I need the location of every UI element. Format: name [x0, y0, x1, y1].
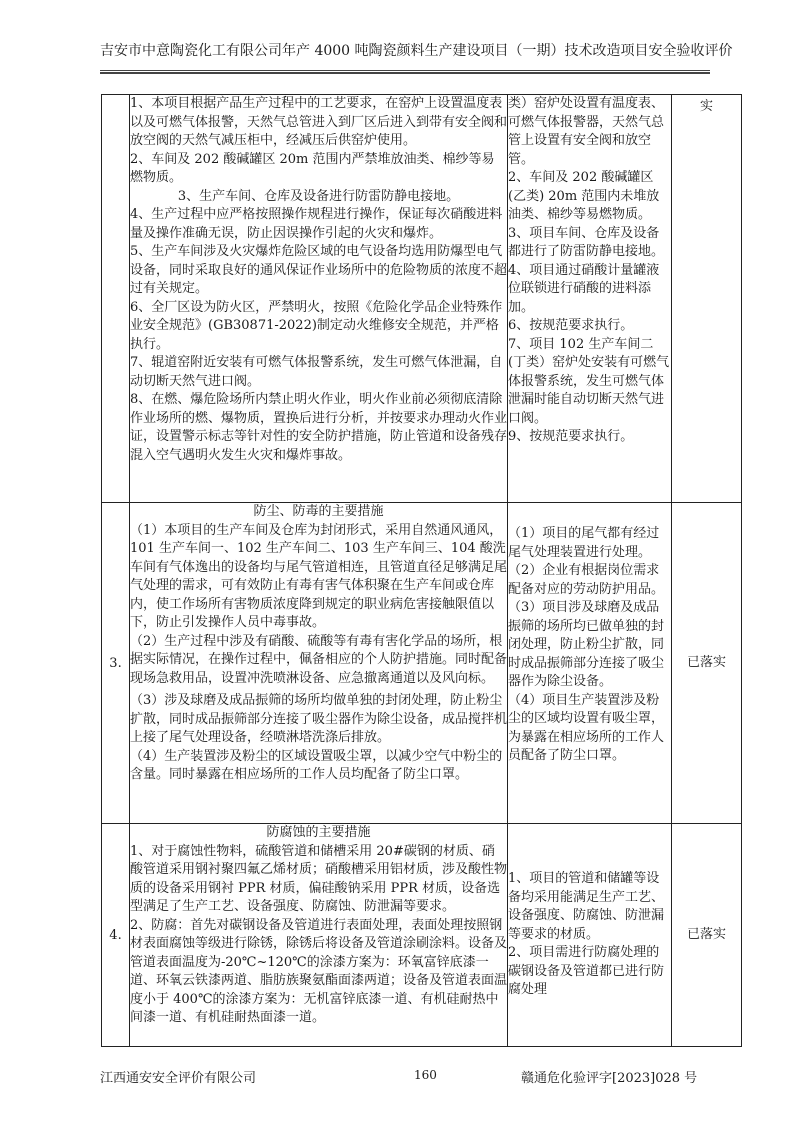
- actual-item: （2）企业有根据岗位需求配备对应的劳动防护用品。: [508, 563, 665, 597]
- actual-item: 4、项目通过硝酸计量罐液位联锁进行硝酸的进料添加。: [508, 262, 660, 315]
- footer-company: 江西通安安全评价有限公司: [100, 1071, 257, 1086]
- status-cell: 已落实: [672, 503, 742, 824]
- table-row: [102, 95, 742, 503]
- table-row: [102, 503, 742, 824]
- document-number: 赣通危化验评字[2023]028 号: [521, 1071, 698, 1086]
- status-cell: 已落实: [672, 824, 742, 1047]
- requirement-item: （3）涉及球磨及成品振筛的场所均做单独的封闭处理，防止粉尘扩散，同时成品振筛部分连接了吸尘器作为除尘设备，成品搅拌机上接了尾气处理设备，经喷淋塔洗涤后排放。: [130, 693, 508, 745]
- requirement-item: 2、防腐：首先对碳钢设备及管道进行表面处理，表面处理按照钢材表面腐蚀等级进行除锈，除锈后将设备及管道涂刷涂料。设备及管道表面温度为-20℃~120℃的涂漆方案为：环氧富锌底漆一道、环氧云铁漆两道、脂肪族聚氨酯面漆两道；设备及管道表面温度小于 400℃的涂漆方案为：无机富锌底漆一道、有机硅耐热中间漆一道、有机硅耐热面漆一道。: [130, 917, 508, 1025]
- requirement-item: 8、在燃、爆危险场所内禁止明火作业，明火作业前必须彻底清除作业场所的燃、爆物质，置换后进行分析，并按要求办理动火作业证，设置警示标志等针对性的安全防护措施，防止管道和设备残存混入空气遇明火发生火灾和爆炸事故。: [130, 392, 508, 463]
- requirement-item: 2、车间及 202 酸碱罐区 20m 范围内严禁堆放油类、棉纱等易燃物质。: [130, 151, 495, 185]
- table-row: [102, 824, 742, 1047]
- header-rule: [100, 70, 710, 71]
- row-number: [102, 95, 130, 503]
- requirement-item: （2）生产过程中涉及有硝酸、硫酸等有毒有害化学品的场所，根据实际情况，在操作过程中，佩备相应的个人防护措施。同时配备现场急救用品，设置冲洗喷淋设备、应急撤离通道以及风向标。: [130, 633, 508, 686]
- requirement-item: 1、本项目根据产品生产过程中的工艺要求，在窑炉上设置温度表以及可燃气体报警，天然气总管进入到厂区后进入到带有安全阀和放空阀的天然气减压柜中，经减压后供窑炉使用。: [130, 96, 508, 148]
- actual-item: 3、项目车间、仓库及设备都进行了防雷防静电接地。: [508, 225, 665, 259]
- actual-cell: [508, 95, 672, 503]
- row-number: 4.: [102, 824, 130, 1047]
- requirement-item: 3、生产车间、仓库及设备进行防雷防静电接地。: [177, 188, 460, 204]
- actual-item: 2、车间及 202 酸碱罐区(乙类) 20m 范围内未堆放油类、棉纱等易燃物质。: [508, 170, 660, 222]
- requirement-item: 7、辊道窑附近安装有可燃气体报警系统，发生可燃气体泄漏，自动切断天然气进口阀。: [130, 355, 503, 389]
- actual-cell: [508, 503, 672, 824]
- requirement-item: 4、生产过程中应严格按照操作规程进行操作，保证每次硝酸进料量及操作准确无误，防止因误操作引起的火灾和爆炸。: [130, 207, 503, 241]
- requirement-item: 6、全厂区设为防火区，严禁明火，按照《危险化学品企业特殊作业安全规范》(GB30871-2022)制定动火维修安全规范，并严格执行。: [130, 299, 503, 352]
- actual-item: （1）项目的尾气都有经过尾气处理装置进行处理。: [508, 526, 660, 560]
- acceptance-table: [101, 94, 742, 1047]
- actual-item: （4）项目生产装置涉及粉尘的区域均设置有吸尘罩，为暴露在相应场所的工作人员配备了防尘口罩。: [508, 692, 665, 763]
- requirement-item: 1、对于腐蚀性物料，硫酸管道和储槽采用 20#碳钢的材质、硝酸管道采用钢衬聚四氟乙烯材质；硝酸槽采用铝材质，涉及酸性物质的设备采用钢衬 PPR 材质，偏硅酸钠采用 PPR 材质，设备选型满足了生产工艺、设备强度、防腐蚀、防泄漏等要求。: [130, 843, 508, 914]
- actual-item: 7、项目 102 生产车间二(丁类）窑炉处安装有可燃气体报警系统，发生可燃气体泄漏时能自动切断天然气进口阀。: [508, 336, 670, 426]
- requirement-item: （1）本项目的生产车间及仓库为封闭形式，采用自然通风通风，101 生产车间一、102 生产车间二、103 生产车间三、104 酸洗车间有气体逸出的设备均与尾气管道相连，且管道直径足够满足尾气处理的需求，可有效防止有毒有害气体积聚在生产车间或仓库内，使工作场所有害物质浓度降到规定的职业病危害接触限值以下，防止引发操作人员中毒事故。: [130, 522, 508, 630]
- requirement-cell: [130, 824, 508, 1047]
- actual-cell: [508, 824, 672, 1047]
- requirement-title: 防腐蚀的主要措施: [266, 825, 371, 840]
- page-header: 吉安市中意陶瓷化工有限公司年产 4000 吨陶瓷颜料生产建设项目（一期）技术改造项目安全验收评价: [100, 43, 733, 59]
- requirement-cell: [130, 503, 508, 824]
- row-number: 3.: [102, 503, 130, 824]
- actual-item: 类）窑炉处设置有温度表、可燃气体报警器，天然气总管上设置有安全阀和放空管。: [508, 96, 665, 167]
- status-cell: 实: [672, 95, 742, 503]
- requirement-item: （4）生产装置涉及粉尘的区域设置吸尘罩，以减少空气中粉尘的含量。同时暴露在相应场所的工作人员均配备了防尘口罩。: [130, 748, 503, 782]
- actual-item: （3）项目涉及球磨及成品振筛的场所均已做单独的封闭处理，防止粉尘扩散，同时成品振筛部分连接了吸尘器作为除尘设备。: [508, 600, 665, 689]
- actual-item: 6、按规范要求执行。: [508, 318, 634, 333]
- header-rule-thick: [100, 72, 710, 74]
- actual-item: 2、项目需进行防腐处理的碳钢设备及管道都已进行防腐处理: [508, 945, 665, 998]
- requirement-item: 5、生产车间涉及火灾爆炸危险区域的电气设备均选用防爆型电气设备，同时采取良好的通风保证作业场所中的危险物质的浓度不超过有关规定。: [130, 244, 508, 296]
- page-number: 160: [414, 1068, 437, 1082]
- actual-item: 1、项目的管道和储罐等设备均采用能满足生产工艺、设备强度、防腐蚀、防泄漏等要求的材质。: [508, 871, 665, 942]
- actual-item: 9、按规范要求执行。: [508, 429, 634, 444]
- requirement-title: 防尘、防毒的主要措施: [253, 504, 384, 519]
- requirement-cell: [130, 95, 508, 503]
